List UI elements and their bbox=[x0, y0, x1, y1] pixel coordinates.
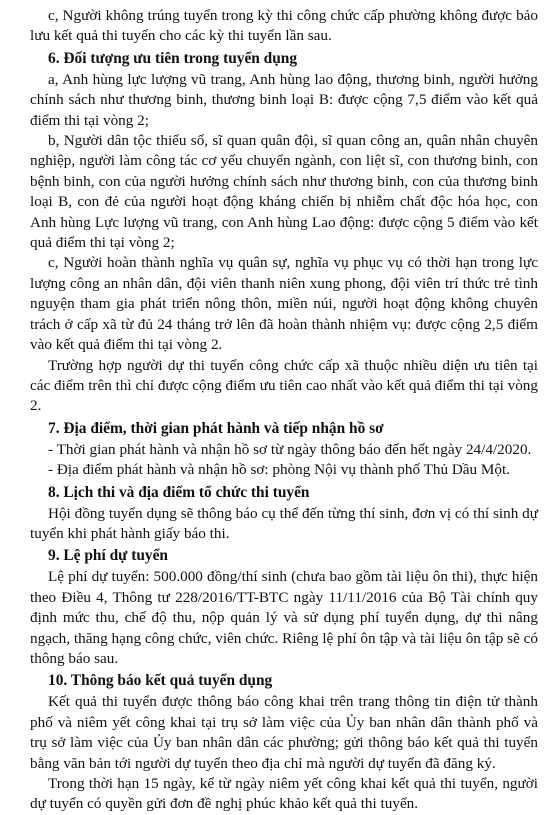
section-10-heading: 10. Thông báo kết quả tuyển dụng bbox=[48, 672, 273, 690]
section-8-heading: 8. Lịch thi và địa điểm tổ chức thi tuyển bbox=[48, 483, 310, 501]
paragraph-priority-b: b, Người dân tộc thiểu số, sĩ quan quân đội, sĩ quan công an, quân nhân chuyên nghiệp, người làm công tác cơ yếu chuyển ngành, con liệt sĩ, con thương binh, con bệnh binh, con của người hưởng chính sách như thương binh, con của thương binh loại B, con đẻ của người hoạt động kháng chiến bị nhiễm chất độc hóa học, con Anh hùng Lực lượng vũ trang, con Anh hùng Lao động: được cộng 5 điểm vào kết quả điểm thi tại vòng 2; bbox=[30, 132, 538, 252]
paragraph-multiple-priority: Trường hợp người dự thi tuyển công chức cấp xã thuộc nhiều diện ưu tiên tại các điểm trên thì chỉ được cộng điểm ưu tiên cao nhất vào kết quả điểm thi tại vòng 2. bbox=[30, 356, 538, 415]
paragraph-issue-time: - Thời gian phát hành và nhận hồ sơ từ ngày thông báo đến hết ngày 24/4/2020. bbox=[48, 440, 532, 458]
paragraph-results-notice: Kết quả thi tuyển được thông báo công khai trên trang thông tin điện tử thành phố và niêm yết công khai tại trụ sở làm việc của Ủy ban nhân dân thành phố và trụ sở làm việc của Ủy ban nhân dân các phường; gửi thông báo kết quả thi tuyển bằng văn bản tới người dự tuyển theo địa chỉ mà người dự tuyển đã đăng ký. bbox=[30, 693, 538, 772]
section-9-heading: 9. Lệ phí dự tuyển bbox=[48, 547, 168, 565]
section-7-heading: 7. Địa điểm, thời gian phát hành và tiếp nhận hồ sơ bbox=[48, 419, 384, 437]
section-6-heading: 6. Đối tượng ưu tiên trong tuyển dụng bbox=[48, 49, 298, 67]
paragraph-review-request: Trong thời hạn 15 ngày, kể từ ngày niêm yết công khai kết quả thi tuyển, người dự tuyển có quyền gửi đơn đề nghị phúc khảo kết quả thi tuyển. bbox=[30, 775, 538, 813]
paragraph-exam-schedule: Hội đồng tuyển dụng sẽ thông báo cụ thể đến từng thí sinh, đơn vị có thí sinh dự tuyển khi phát hành giấy báo thi. bbox=[30, 504, 538, 542]
paragraph-priority-a: a, Anh hùng lực lượng vũ trang, Anh hùng lao động, thương binh, người hưởng chính sách như thương binh, thương binh loại B: được cộng 7,5 điểm vào kết quả điểm thi tại vòng 2; bbox=[30, 70, 538, 129]
paragraph-issue-place: - Địa điểm phát hành và nhận hồ sơ: phòng Nội vụ thành phố Thủ Dầu Một. bbox=[48, 461, 511, 479]
paragraph-fee: Lệ phí dự tuyển: 500.000 đồng/thí sinh (chưa bao gồm tài liệu ôn thi), thực hiện theo Điều 4, Thông tư 228/2016/TT-BTC ngày 11/11/2016 của Bộ Tài chính quy định mức thu, chế độ thu, nộp quản lý và sử dụng phí tuyển dụng, dự thi nâng ngạch, thăng hạng công chức, viên chức. Riêng lệ phí ôn tập và tài liệu ôn tập sẽ có thông báo sau. bbox=[30, 568, 538, 667]
paragraph-c-not-reserved: c, Người không trúng tuyển trong kỳ thi công chức cấp phường không được bảo lưu kết quả thi tuyển cho các kỳ thi tuyển lần sau. bbox=[30, 7, 538, 45]
paragraph-priority-c: c, Người hoàn thành nghĩa vụ quân sự, nghĩa vụ phục vụ có thời hạn trong lực lượng công an nhân dân, đội viên thanh niên xung phong, đội viên trí thức trẻ tình nguyện tham gia phát triển nông thôn, miền núi, người hoạt động không chuyên trách ở cấp xã từ đủ 24 tháng trở lên đã hoàn thành nhiệm vụ: được cộng 2,5 điểm vào kết quả điểm thi tại vòng 2. bbox=[30, 254, 538, 354]
